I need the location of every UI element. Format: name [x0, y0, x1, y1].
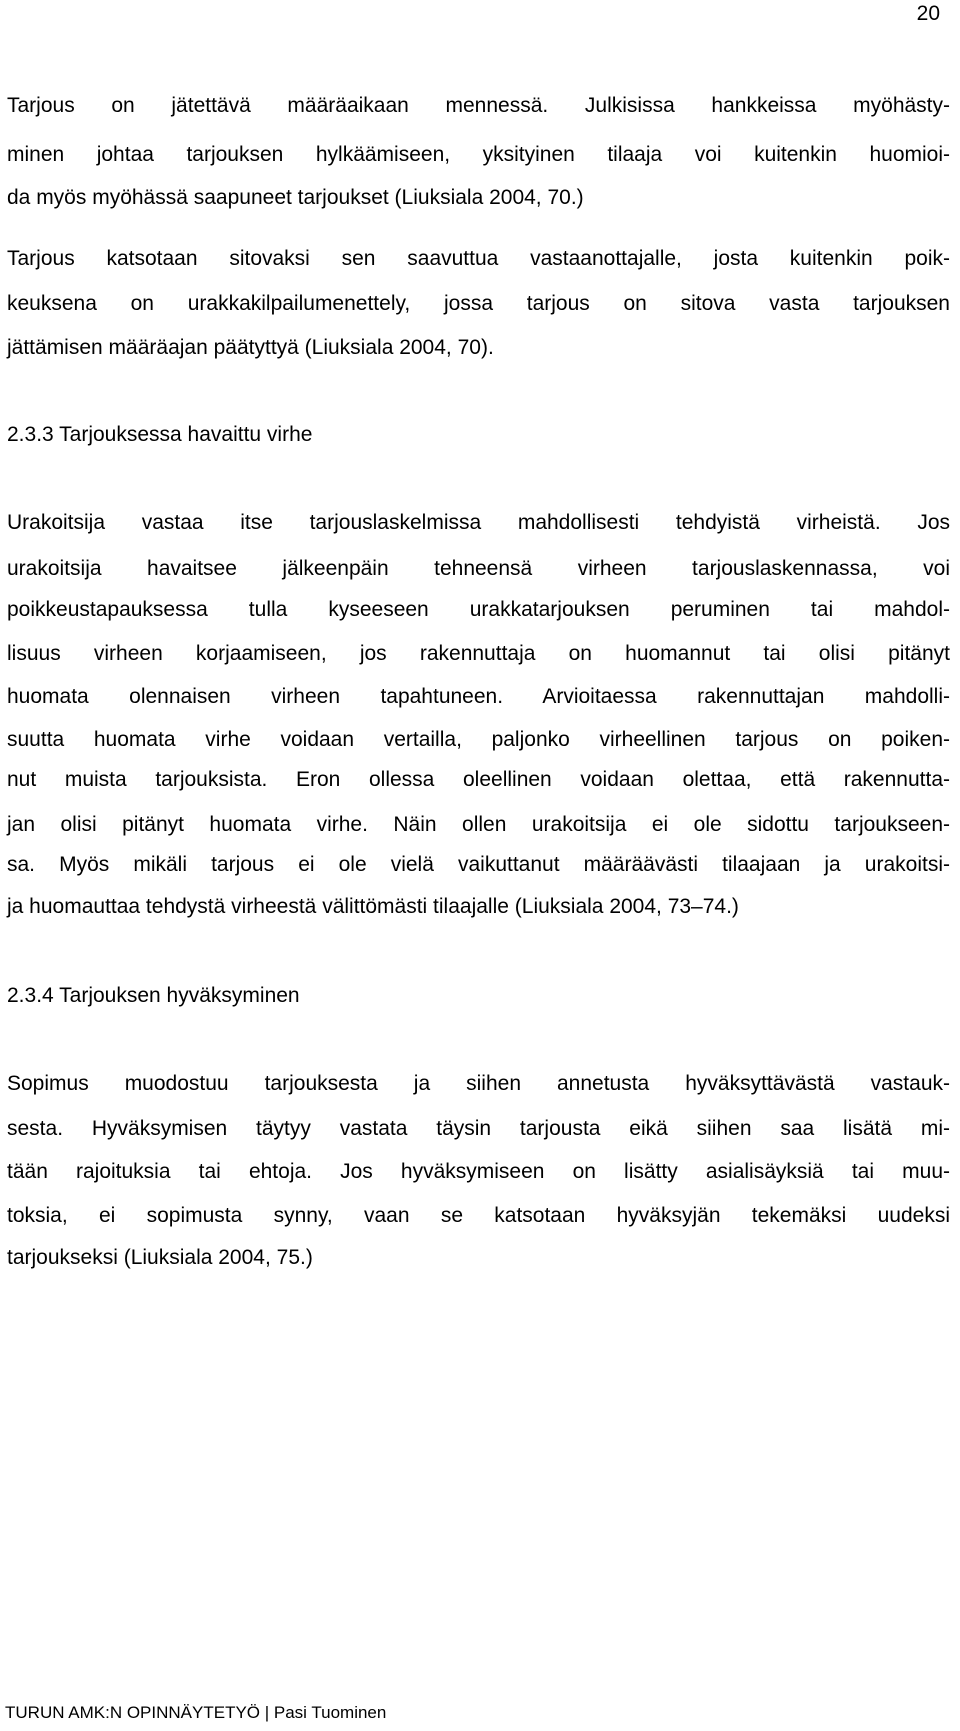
paragraph-2-line-2: keuksena on urakkakilpailumenettely, jossa tarjous on sitova vasta tarjouksen	[7, 292, 950, 315]
section-233-heading: 2.3.3 Tarjouksessa havaittu virhe	[7, 423, 313, 446]
section-234-line-1: Sopimus muodostuu tarjouksesta ja siihen annetusta hyväksyttävästä vastauk-	[7, 1072, 950, 1095]
section-233-line-3: poikkeustapauksessa tulla kyseeseen urakkatarjouksen peruminen tai mahdol-	[7, 598, 950, 621]
section-233-line-1: Urakoitsija vastaa itse tarjouslaskelmissa mahdollisesti tehdyistä virheistä. Jos	[7, 511, 950, 534]
paragraph-2-line-1: Tarjous katsotaan sitovaksi sen saavuttua vastaanottajalle, josta kuitenkin poik-	[7, 247, 950, 270]
section-234-line-5: tarjoukseksi (Liuksiala 2004, 75.)	[7, 1246, 313, 1269]
page-footer: TURUN AMK:N OPINNÄYTETYÖ | Pasi Tuominen	[5, 1703, 387, 1722]
section-233-line-8: jan olisi pitänyt huomata virhe. Näin ollen urakoitsija ei ole sidottu tarjoukseen-	[7, 813, 950, 836]
paragraph-1-line-1: Tarjous on jätettävä määräaikaan mennessä. Julkisissa hankkeissa myöhästy-	[7, 94, 950, 117]
paragraph-1-line-2: minen johtaa tarjouksen hylkäämiseen, yksityinen tilaaja voi kuitenkin huomioi-	[7, 143, 950, 166]
page-number: 20	[916, 2, 940, 25]
section-233-line-9: sa. Myös mikäli tarjous ei ole vielä vaikuttanut määräävästi tilaajaan ja urakoitsi-	[7, 853, 950, 876]
section-233-line-5: huomata olennaisen virheen tapahtuneen. Arvioitaessa rakennuttajan mahdolli-	[7, 685, 950, 708]
section-233-line-7: nut muista tarjouksista. Eron ollessa oleellinen voidaan olettaa, että rakennutta-	[7, 768, 950, 791]
section-233-line-10: ja huomauttaa tehdystä virheestä välittömästi tilaajalle (Liuksiala 2004, 73–74.)	[7, 895, 739, 918]
section-233-line-4: lisuus virheen korjaamiseen, jos rakennuttaja on huomannut tai olisi pitänyt	[7, 642, 950, 665]
paragraph-2-line-3: jättämisen määräajan päätyttyä (Liuksiala 2004, 70).	[7, 336, 494, 359]
section-234-line-2: sesta. Hyväksymisen täytyy vastata täysin tarjousta eikä siihen saa lisätä mi-	[7, 1117, 950, 1140]
section-233-line-2: urakoitsija havaitsee jälkeenpäin tehneensä virheen tarjouslaskennassa, voi	[7, 557, 950, 580]
section-234-heading: 2.3.4 Tarjouksen hyväksyminen	[7, 984, 300, 1007]
section-234-line-3: tään rajoituksia tai ehtoja. Jos hyväksymiseen on lisätty asialisäyksiä tai muu-	[7, 1160, 950, 1183]
section-233-line-6: suutta huomata virhe voidaan vertailla, paljonko virheellinen tarjous on poiken-	[7, 728, 950, 751]
section-234-line-4: toksia, ei sopimusta synny, vaan se katsotaan hyväksyjän tekemäksi uudeksi	[7, 1204, 950, 1227]
paragraph-1-line-3: da myös myöhässä saapuneet tarjoukset (Liuksiala 2004, 70.)	[7, 186, 584, 209]
